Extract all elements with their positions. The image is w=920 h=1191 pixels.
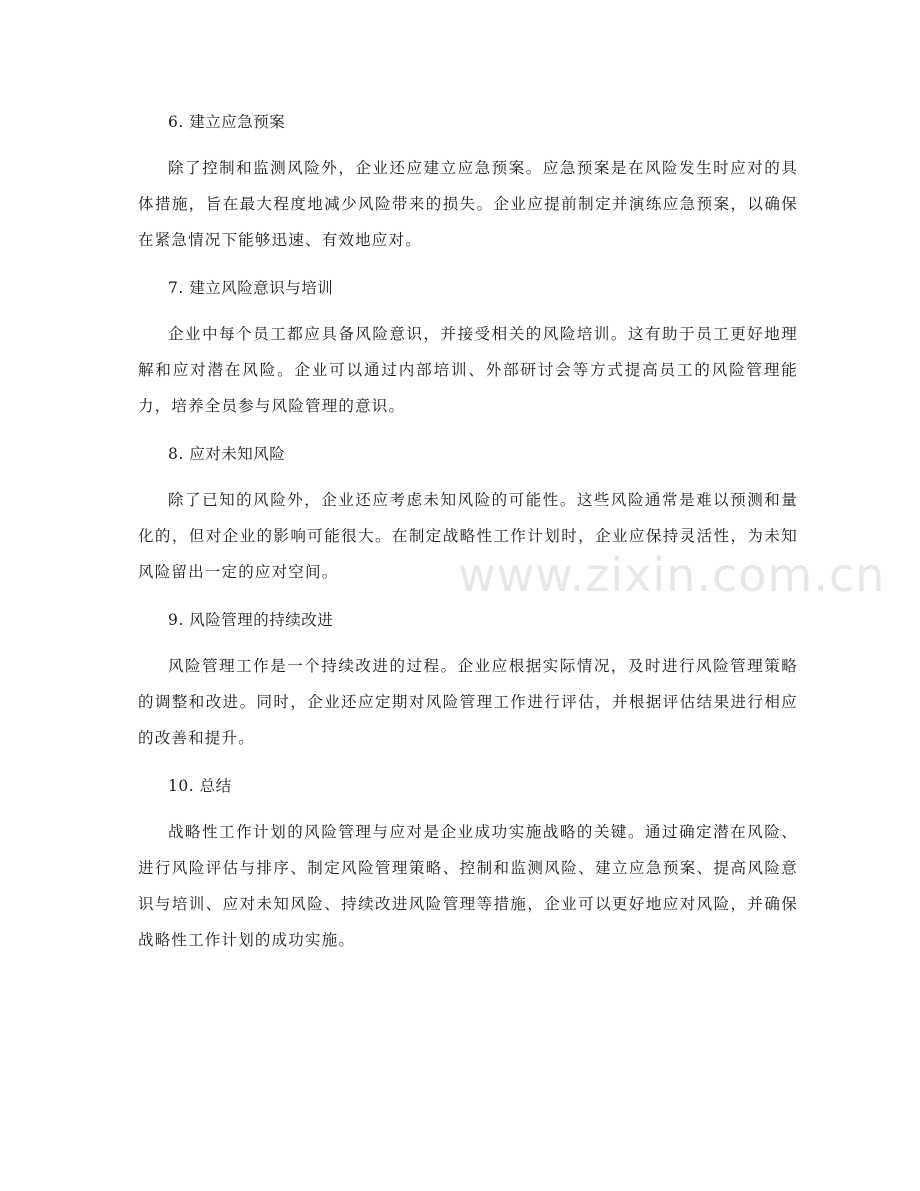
section-body-6: 除了控制和监测风险外，企业还应建立应急预案。应急预案是在风险发生时应对的具体措施，旨在最大程度地减少风险带来的损失。企业应提前制定并演练应急预案，以确保在紧急情况下能够迅速、有效地应对。 (138, 159, 798, 249)
section-body-8: 除了已知的风险外，企业还应考虑未知风险的可能性。这些风险通常是难以预测和量化的，但对企业的影响可能很大。在制定战略性工作计划时，企业应保持灵活性，为未知风险留出一定的应对空间。 (138, 491, 798, 581)
section-body-7: 企业中每个员工都应具备风险意识，并接受相关的风险培训。这有助于员工更好地理解和应对潜在风险。企业可以通过内部培训、外部研讨会等方式提高员工的风险管理能力，培养全员参与风险管理的意识。 (138, 325, 798, 415)
section-heading-8: 8. 应对未知风险 (168, 445, 286, 463)
section-body-9: 风险管理工作是一个持续改进的过程。企业应根据实际情况，及时进行风险管理策略的调整和改进。同时，企业还应定期对风险管理工作进行评估，并根据评估结果进行相应的改善和提升。 (138, 657, 798, 747)
section-body-10: 战略性工作计划的风险管理与应对是企业成功实施战略的关键。通过确定潜在风险、进行风险评估与排序、制定风险管理策略、控制和监测风险、建立应急预案、提高风险意识与培训、应对未知风险、持续改进风险管理等措施，企业可以更好地应对风险，并确保战略性工作计划的成功实施。 (138, 823, 798, 949)
document-page (138, 104, 798, 970)
watermark: www.zixin.com.cn (458, 548, 886, 602)
section-heading-9: 9. 风险管理的持续改进 (168, 611, 334, 629)
section-heading-10: 10. 总结 (168, 777, 232, 795)
section-heading-6: 6. 建立应急预案 (168, 113, 286, 131)
section-heading-7: 7. 建立风险意识与培训 (168, 279, 334, 297)
